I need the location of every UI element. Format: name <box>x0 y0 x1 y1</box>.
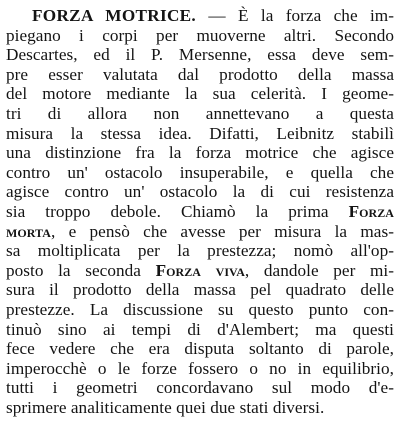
text-line: pre esser valutata dal prodotto della massa <box>6 64 394 84</box>
term-forza-viva: Forza viva <box>155 260 245 280</box>
text-line: tri di allora non annettevano a questa <box>6 103 394 123</box>
text-line: piegano i corpi per muoverne altri. Secondo <box>6 25 394 45</box>
text-line: sa moltiplicata per la prestezza; nomò all'op- <box>6 241 394 261</box>
text-segment: , dandole per mi- <box>244 260 394 280</box>
article-text <box>6 6 394 417</box>
text-segment: posto la seconda <box>6 260 156 280</box>
text-line: del motore mediante la sua celerità. I geome- <box>6 84 394 104</box>
text-segment: sia troppo debole. Chiamò la prima <box>6 201 349 221</box>
term-forza: Forza <box>348 201 394 221</box>
text-line: tutti i geometri concordavano sul modo d'e- <box>6 378 394 398</box>
text-line <box>6 202 394 222</box>
text-line: fece vedere che era disputa soltanto di parole, <box>6 339 394 359</box>
term-morta: morta <box>6 221 51 241</box>
text-line <box>6 6 394 26</box>
text-line: una distinzione fra la forza motrice che agisce <box>6 143 394 163</box>
text-line: tinuò sino ai tempi di d'Alembert; ma questi <box>6 319 394 339</box>
text-line: misura la stessa idea. Difatti, Leibnitz stabilì <box>6 123 394 143</box>
text-line: prestezze. La discussione su questo punto con- <box>6 299 394 319</box>
text-line: Descartes, ed il P. Mersenne, essa deve sem- <box>6 45 394 65</box>
text-line: imperocchè o le forze fossero o no in equilibrio, <box>6 358 394 378</box>
text-line: sura il prodotto della massa pel quadrato delle <box>6 280 394 300</box>
text-segment: — È la forza che im- <box>196 6 394 25</box>
text-line <box>6 261 394 281</box>
article-headword: FORZA MOTRICE. <box>32 6 197 25</box>
text-line: contro un' ostacolo insuperabile, e quella che <box>6 162 394 182</box>
text-segment: , e pensò che avesse per misura la mas- <box>50 221 394 241</box>
text-line: sprimere analiticamente quei due stati diversi. <box>6 397 325 417</box>
text-line <box>6 222 394 242</box>
text-line: agisce contro un' ostacolo la di cui resistenza <box>6 182 394 202</box>
